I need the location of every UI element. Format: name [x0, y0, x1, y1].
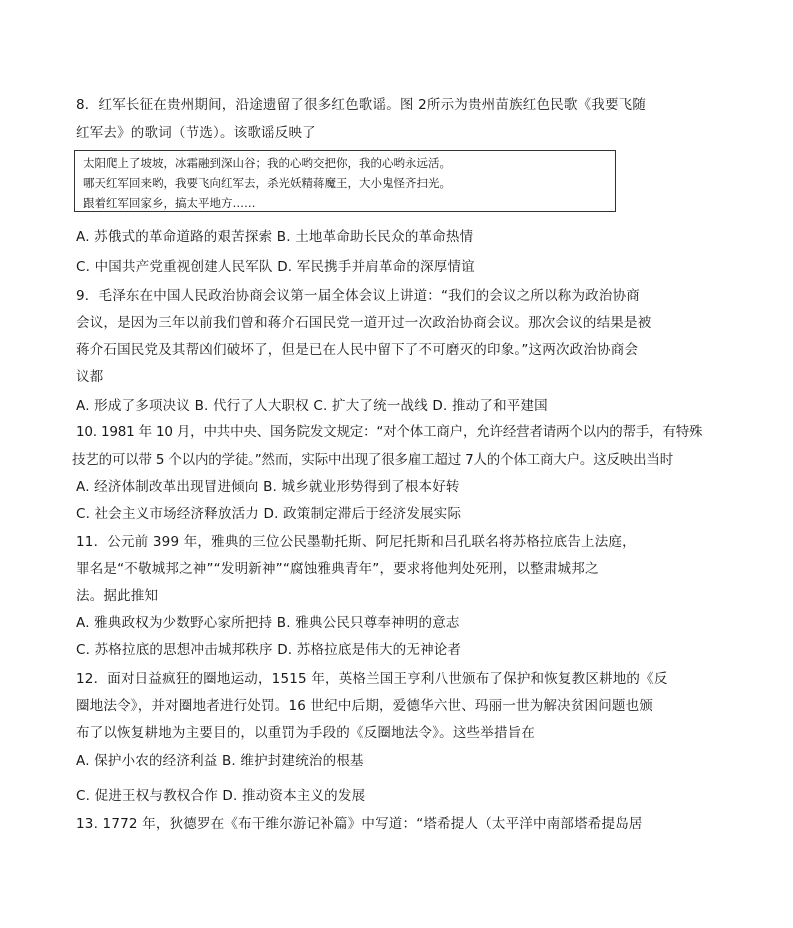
q9-stem-line-2: 会议，是因为三年以前我们曾和蒋介石国民党一道开过一次政治协商会议。那次会议的结果是被	[76, 315, 652, 331]
q10-stem-line-2: 技艺的可以带 5 个以内的学徒。”然而，实际中出现了很多雇工超过 7人的个体工商大户。这反映出当时	[72, 452, 673, 468]
q9-stem-line-3: 蒋介石国民党及其帮凶们破坏了，但是已在人民中留下了不可磨灭的印象。”这两次政治协商会	[76, 342, 639, 358]
lyrics-line-1: 太阳爬上了坡坡，冰霜融到深山谷；我的心哟交把你，我的心哟永远活。	[83, 156, 451, 170]
q8-stem-line-2: 红军去》的歌词（节选）。该歌谣反映了	[76, 125, 316, 141]
q11-options-ab: A. 雅典政权为少数野心家所把持 B. 雅典公民只尊奉神明的意志	[76, 615, 460, 631]
q9-options: A. 形成了多项决议 B. 代行了人大职权 C. 扩大了统一战线 D. 推动了和平建国	[76, 398, 548, 414]
q10-options-ab: A. 经济体制改革出现冒进倾向 B. 城乡就业形势得到了根本好转	[76, 479, 460, 495]
q8-options-ab: A. 苏俄式的革命道路的艰苦探索 B. 土地革命助长民众的革命热情	[76, 229, 474, 245]
q11-stem-line-1: 11．公元前 399 年，雅典的三位公民墨勒托斯、阿尼托斯和吕孔联名将苏格拉底告上法庭，	[76, 534, 636, 550]
q12-stem-line-2: 圈地法令》，并对圈地者进行处罚。16 世纪中后期，爱德华六世、玛丽一世为解决贫困问题也颁	[76, 698, 654, 714]
q11-stem-line-3: 法。据此推知	[76, 588, 159, 604]
q12-options-ab: A. 保护小农的经济利益 B. 维护封建统治的根基	[76, 753, 364, 769]
q9-stem-line-1: 9．毛泽东在中国人民政治协商会议第一届全体会议上讲道：“我们的会议之所以称为政治协商	[76, 288, 640, 304]
lyrics-line-2: 哪天红军回来哟，我要飞向红军去，杀光妖精蒋魔王，大小鬼怪齐扫光。	[83, 176, 451, 190]
q9-stem-line-4: 议都	[76, 369, 104, 385]
q11-stem-line-2: 罪名是“不敬城邦之神”“发明新神”“腐蚀雅典青年”，要求将他判处死刑，以整肃城邦之	[76, 561, 599, 577]
lyrics-box	[74, 150, 616, 212]
q8-options-cd: C. 中国共产党重视创建人民军队 D. 军民携手并肩革命的深厚情谊	[76, 259, 475, 275]
q12-options-cd: C. 促进王权与教权合作 D. 推动资本主义的发展	[76, 788, 366, 804]
q10-stem-line-1: 10. 1981 年 10 月，中共中央、国务院发文规定：“对个体工商户，允许经营者请两个以内的帮手，有特殊	[76, 424, 703, 440]
q8-stem-line-1: 8．红军长征在贵州期间，沿途遗留了很多红色歌谣。图 2所示为贵州苗族红色民歌《我要飞随	[76, 97, 647, 113]
q10-options-cd: C. 社会主义市场经济释放活力 D. 政策制定滞后于经济发展实际	[76, 506, 462, 522]
q12-stem-line-1: 12．面对日益疯狂的圈地运动，1515 年，英格兰国王亨利八世颁布了保护和恢复教区耕地的《反	[76, 671, 668, 687]
q13-stem-line-1: 13. 1772 年，狄德罗在《布干维尔游记补篇》中写道：“塔希提人（太平洋中南部塔希提岛居	[76, 816, 643, 832]
lyrics-line-3: 跟着红军回家乡，搞太平地方……	[83, 196, 256, 210]
q11-options-cd: C. 苏格拉底的思想冲击城邦秩序 D. 苏格拉底是伟大的无神论者	[76, 642, 462, 658]
q12-stem-line-3: 布了以恢复耕地为主要目的，以重罚为手段的《反圈地法令》。这些举措旨在	[76, 725, 536, 741]
